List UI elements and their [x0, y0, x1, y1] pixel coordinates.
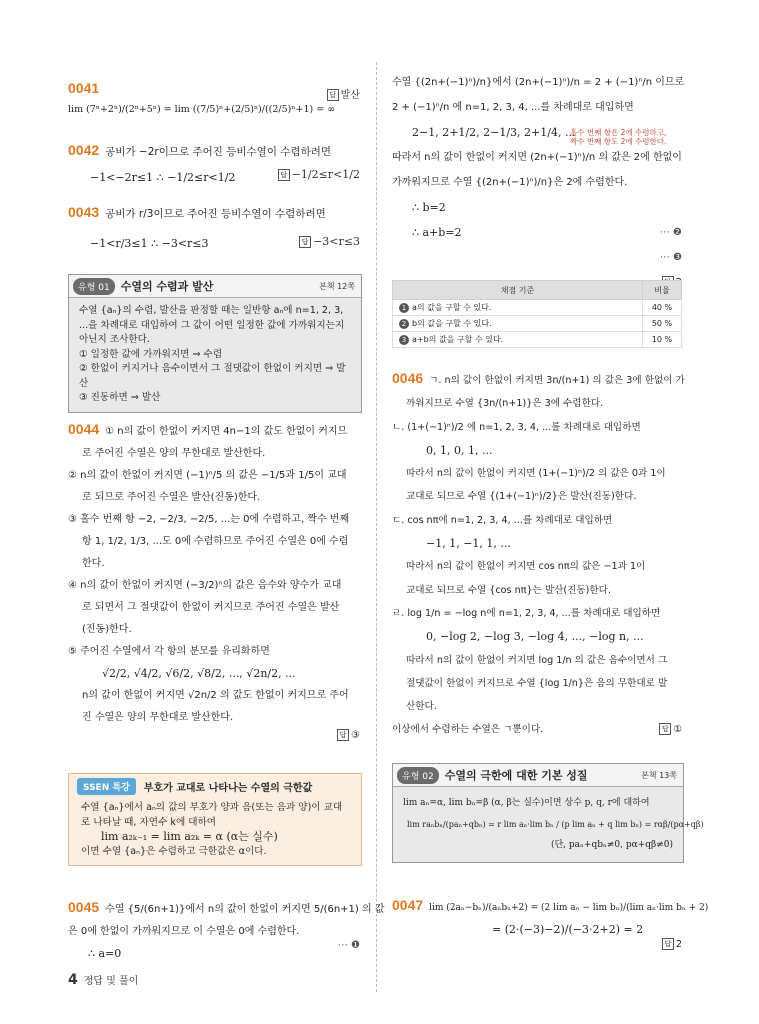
- problem-number: 0041: [68, 80, 100, 96]
- problem-number: 0046: [392, 370, 424, 386]
- problem-expression: lim (7ⁿ+2ⁿ)/(2ⁿ+5ⁿ) = lim ((7/5)ⁿ+(2/5)ⁿ)/((2/5)ⁿ+1) = ∞: [68, 104, 336, 115]
- type-01-box: [68, 274, 362, 413]
- step-marker: ⋯ ❶: [337, 940, 360, 951]
- column-divider: [376, 62, 377, 992]
- answer-line: 답 2: [662, 934, 682, 956]
- answer-line: 답 −3<r≤3: [299, 235, 360, 248]
- answer-icon: 답: [327, 89, 339, 101]
- footer-label: 정답 및 풀이: [83, 976, 139, 987]
- problem-0046: 0046 ㄱ. n의 값이 한없이 커지면 3n/(n+1) 의 값은 3에 한없이 가 까워지므로 수열 {3n/(n+1)}은 3에 수렴한다. ㄴ. (1+(−1)ⁿ)/2 에 n=1, 2, 3, 4, ...를 차례대로 대입하면 0, 1, 0, 1, ... 따라서 n의 값이 한없이 커지면 (1+(−1)ⁿ)/2 의 값은 0과 1이 교대로 되므로 수열 {(1+(−1)ⁿ)/2}은 발산(진동)한다. ㄷ. cos nπ에 n=1, 2, 3, 4, ...를 차례대로 대입하면 −1, 1, −1, 1, ... 따라서 n의 값이 한없이 커지면 cos nπ의 값은 −1과 1이 교대로 되므로 수열 {cos nπ}는 발산(진동)한다. ㄹ. log 1/n = −log n에 n=1, 2, 3, 4, ...를 차례대로 대입하면 0, −log 2, −log 3, −log 4, ..., −log n, ... 따라서 n의 값이 한없이 커지면 log 1/n 의 값은 음수이면서 그 절댓값이 한없이 커지므로 수열 {log 1/n}은 음의 무한대로 발 산한다. 이상에서 수렴하는 수열은 ㄱ뿐이다. 답 ①: [392, 367, 682, 742]
- problem-expression: −1<r/3≤1 ∴ −3<r≤3: [90, 237, 209, 250]
- page-footer: [68, 972, 138, 988]
- type-body: 수열 {aₙ}의 수렴, 발산을 판정할 때는 일반항 aₙ에 n=1, 2, 3, ...을 차례대로 대입하여 그 값이 어떤 일정한 값에 가까워지는지 아닌지 조사한다. ① 일정한 값에 가까워지면 ⇒ 수렴 ② 한없이 커지거나 음수이면서 그 절댓값이 한없이 커지면 ⇒ 발산 ③ 진동하면 ⇒ 발산: [69, 298, 361, 412]
- type-title: 수열의 수렴과 발산: [120, 280, 214, 293]
- table-row: 3 a+b의 값을 구할 수 있다. 10 %: [393, 332, 682, 348]
- problem-text: 공비가 r/3이므로 주어진 등비수열이 수렴하려면: [105, 208, 326, 220]
- page-number: 4: [68, 972, 78, 988]
- problem-0045: 0045 수열 {5/(6n+1)}에서 n의 값이 한없이 커지면 5/(6n+1) 의 값 은 0에 한없이 가까워지므로 이 수열은 0에 수렴한다. ∴ a=0 ⋯ ❶: [68, 899, 385, 960]
- problem-0044: 0044 ① n의 값이 한없이 커지면 4n−1의 값도 한없이 커지므 로 주어진 수열은 양의 무한대로 발산한다. ② n의 값이 한없이 커지면 (−1)ⁿ/5 의 값은 −1/5과 1/5이 교대 로 되므로 주어진 수열은 발산(진동)한다. ③ 홀수 번째 항 −2, −2/3, −2/5, ...는 0에 수렴하고, 짝수 번째 항 1, 1/2, 1/3, ...도 0에 수렴하므로 주어진 수열은 0에 수렴 한다. ④ n의 값이 한없이 커지면 (−3/2)ⁿ의 값은 음수와 양수가 교대 로 되면서 그 절댓값이 한없이 커지므로 주어진 수열은 발산 (진동)한다. ⑤ 주어진 수열에서 각 항의 분모를 유리화하면 √2/2, √4/2, √6/2, √8/2, ..., √2n/2, ... n의 값이 한없이 커지면 √2n/2 의 값도 한없이 커지므로 주어 진 수열은 양의 무한대로 발산한다. 답 ③: [68, 421, 360, 741]
- answer-icon: 답: [278, 169, 290, 181]
- answer-icon: 답: [659, 723, 671, 735]
- type-title: 수열의 극한에 대한 기본 성질: [444, 769, 588, 782]
- grading-header: 채점 기준: [393, 281, 643, 300]
- problem-0041: [68, 78, 360, 116]
- problem-0047: 0047 lim (2aₙ−bₙ)/(aₙbₙ+2) = (2 lim aₙ − lim bₙ)/(lim aₙ·lim bₙ + 2) = (2·(−3)−2)/(−3·2+2) = 2 답 2: [392, 894, 682, 941]
- type-ref: 본책 13쪽: [641, 770, 677, 780]
- type-body: lim aₙ=α, lim bₙ=β (α, β는 실수)이면 상수 p, q, r에 대하여 lim raₙbₙ/(paₙ+qbₙ) = r lim aₙ·lim bₙ / (p lim aₙ + q lim bₙ) = rαβ/(pα+qβ) (단, paₙ+qbₙ≠0, pα+qβ≠0): [393, 787, 683, 862]
- problem-number: 0043: [68, 204, 100, 220]
- answer-icon: 답: [662, 938, 674, 950]
- type-ref: 본책 12쪽: [319, 281, 355, 291]
- grading-header: 비율: [643, 281, 682, 300]
- step-marker: ⋯ ❷: [659, 227, 682, 238]
- type-badge: 유형 02: [397, 767, 439, 784]
- answer-icon: 답: [299, 236, 311, 248]
- answer-line: 답 발산: [327, 86, 360, 101]
- problem-0042: [68, 143, 360, 185]
- tip-badge: SSEN 특강: [77, 778, 136, 795]
- problem-number: 0042: [68, 142, 100, 158]
- problem-number: 0047: [392, 897, 424, 913]
- problem-text: 공비가 −2r이므로 주어진 등비수열이 수렴하려면: [105, 146, 332, 158]
- problem-expression: −1<−2r≤1 ∴ −1/2≤r<1/2: [90, 171, 236, 184]
- side-note: 홀수 번째 항은 2에 수렴하고, 짝수 번째 항도 2에 수렴한다.: [570, 128, 667, 146]
- answer-line: 답 ③: [68, 729, 360, 741]
- table-row: 2 b의 값을 구할 수 있다. 50 %: [393, 316, 682, 332]
- ssen-tip-box: [68, 773, 362, 866]
- step-marker: ⋯ ❸: [659, 252, 682, 263]
- answer-icon: 답: [337, 729, 349, 741]
- grading-table: [392, 280, 682, 348]
- problem-number: 0045: [68, 899, 100, 915]
- tip-body: 수열 {aₙ}에서 aₙ의 값의 부호가 양과 음(또는 음과 양)이 교대 로 나타날 때, 자연수 k에 대하여 lim a₂ₖ₋₁ = lim a₂ₖ = α (α는 실수) 이면 수열 {aₙ}은 수렴하고 극한값은 α이다.: [81, 802, 343, 857]
- table-row: 1 a의 값을 구할 수 있다. 40 %: [393, 300, 682, 316]
- type-badge: 유형 01: [73, 278, 115, 295]
- tip-title: 부호가 교대로 나타나는 수열의 극한값: [143, 783, 313, 794]
- answer-line: 답 −1/2≤r<1/2: [278, 168, 360, 181]
- problem-0043: [68, 205, 360, 251]
- type-02-box: [392, 763, 704, 863]
- problem-0045-cont: 수열 {(2n+(−1)ⁿ)/n}에서 (2n+(−1)ⁿ)/n = 2 + (−1)ⁿ/n 이므로 2 + (−1)ⁿ/n 에 n=1, 2, 3, 4, ...를 차례대로 대입하면 2−1, 2+1/2, 2−1/3, 2+1/4, ... 따라서 n의 값이 한없이 커지면 (2n+(−1)ⁿ)/n 의 값은 2에 한없이 가까워지므로 수열 {(2n+(−1)ⁿ)/n}은 2에 수렴한다. ∴ b=2 ∴ a+b=2 홀수 번째 항은 2에 수렴하고, 짝수 번째 항도 2에 수렴한다. ⋯ ❷ ⋯ ❸: [392, 70, 682, 245]
- answer-line: 답 ①: [659, 718, 682, 741]
- problem-number: 0044: [68, 421, 100, 437]
